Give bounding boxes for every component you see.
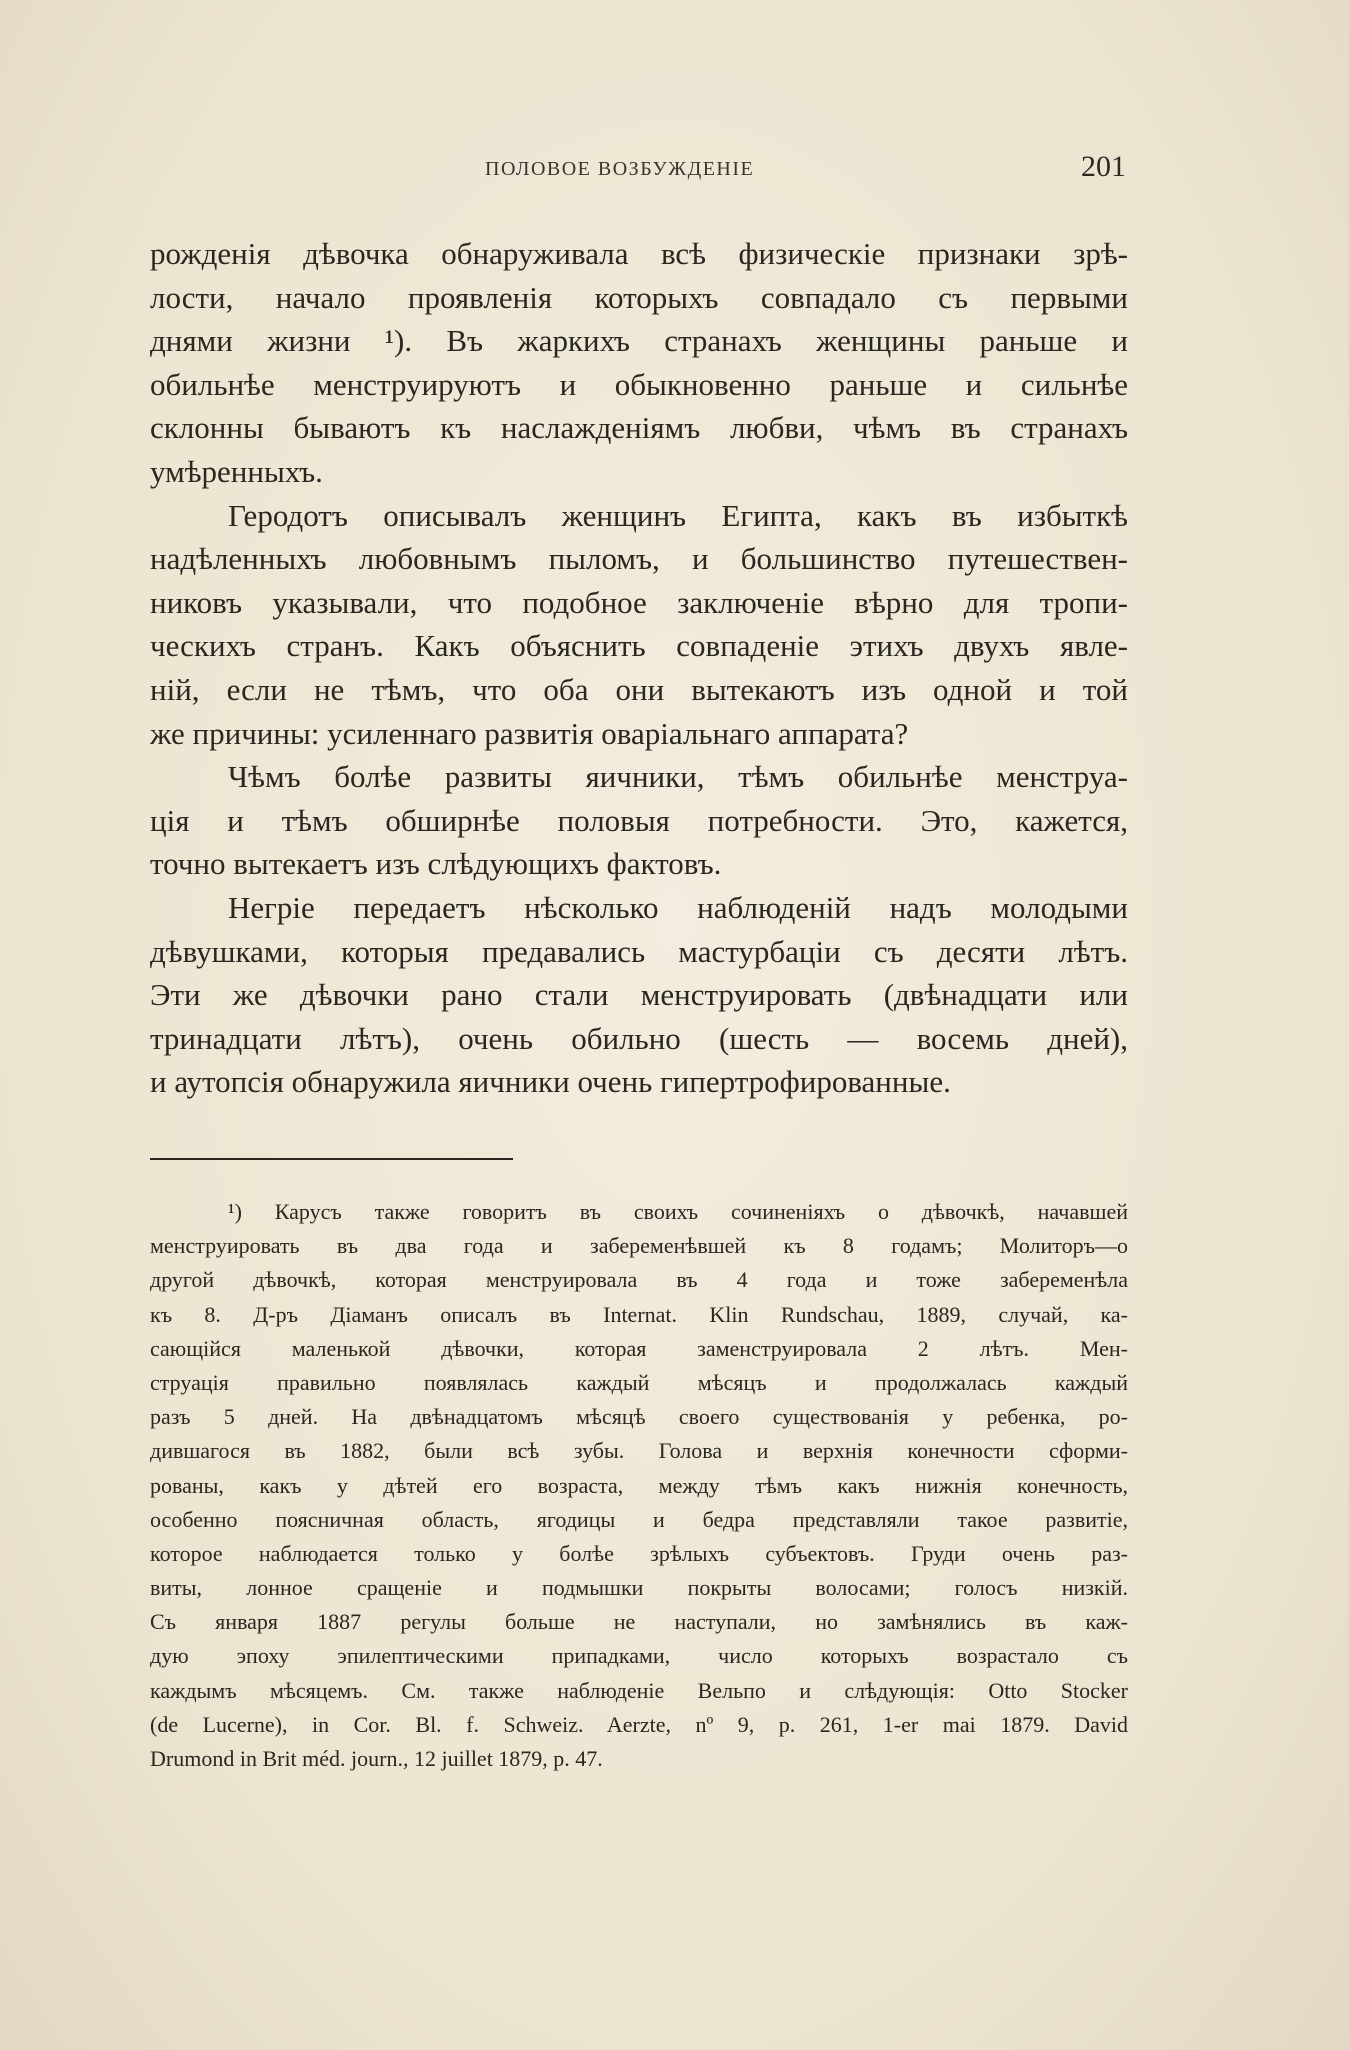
- footnote-line: особенно поясничная область, ягодицы и бедра представляли такое развитіе,: [150, 1506, 1128, 1532]
- body-line: ція и тѣмъ обширнѣе половыя потребности. Это, кажется,: [150, 802, 1128, 838]
- footnote-line: каждымъ мѣсяцемъ. См. также наблюденіе Вельпо и слѣдующія: Otto Stocker: [150, 1677, 1128, 1703]
- footnote-line: струація правильно появлялась каждый мѣсяцъ и продолжалась каждый: [150, 1369, 1128, 1395]
- body-line: тринадцати лѣтъ), очень обильно (шесть — восемь дней),: [150, 1020, 1128, 1056]
- footnote-line: сающійся маленькой дѣвочки, которая заменструировала 2 лѣтъ. Мен-: [150, 1335, 1128, 1361]
- body-line: надѣленныхъ любовнымъ пыломъ, и большинство путешествен-: [150, 541, 1128, 577]
- page-number: 201: [1081, 150, 1126, 183]
- footnote-line: Съ января 1887 регулы больше не наступали, но замѣнялись въ каж-: [150, 1609, 1128, 1635]
- footnote-line: рованы, какъ у дѣтей его возраста, между тѣмъ какъ нижнія конечность,: [150, 1472, 1128, 1498]
- body-line: лости, начало проявленія которыхъ совпадало съ первыми: [150, 279, 1128, 315]
- running-head: [150, 150, 1128, 190]
- footnote-line: Drumond in Brit méd. journ., 12 juillet 1879, p. 47.: [150, 1746, 603, 1771]
- footnote-line: (de Lucerne), in Cor. Bl. f. Schweiz. Aerzte, nº 9, p. 261, 1-er mai 1879. David: [150, 1711, 1128, 1737]
- footnote-divider: [150, 1158, 513, 1160]
- body-line: же причины: усиленнаго развитія оваріальнаго аппарата?: [150, 715, 909, 751]
- body-line: Эти же дѣвочки рано стали менструировать (двѣнадцати или: [150, 977, 1128, 1013]
- body-line: умѣренныхъ.: [150, 453, 323, 489]
- body-line: дѣвушками, которыя предавались мастурбаціи съ десяти лѣтъ.: [150, 933, 1128, 969]
- body-line: ческихъ странъ. Какъ объяснить совпаденіе этихъ двухъ явле-: [150, 628, 1128, 664]
- body-line: рожденія дѣвочка обнаруживала всѣ физическіе признаки зрѣ-: [150, 236, 1128, 271]
- body-line: Негріе передаетъ нѣсколько наблюденій надъ молодыми: [228, 889, 1128, 925]
- body-line: обильнѣе менструируютъ и обыкновенно раньше и сильнѣе: [150, 366, 1128, 402]
- footnote-line: дившагося въ 1882, были всѣ зубы. Голова и верхнія конечности сформи-: [150, 1438, 1128, 1464]
- footnote-line: менструировать въ два года и забеременѣвшей къ 8 годамъ; Молиторъ—о: [150, 1233, 1128, 1259]
- body-line: никовъ указывали, что подобное заключеніе вѣрно для тропи-: [150, 584, 1128, 620]
- body-line: днями жизни ¹). Въ жаркихъ странахъ женщины раньше и: [150, 323, 1128, 359]
- footnote-line: ¹) Карусъ также говоритъ въ своихъ сочиненіяхъ о дѣвочкѣ, начавшей: [228, 1199, 1128, 1224]
- body-line: точно вытекаетъ изъ слѣдующихъ фактовъ.: [150, 846, 722, 882]
- body-line: склонны бываютъ къ наслажденіямъ любви, чѣмъ въ странахъ: [150, 410, 1128, 446]
- running-title: ПОЛОВОЕ ВОЗБУЖДЕНІЕ: [485, 158, 755, 180]
- footnote-line: къ 8. Д-ръ Діаманъ описалъ въ Internat. Klin Rundschau, 1889, случай, ка-: [150, 1301, 1128, 1327]
- footnote-line: виты, лонное сращеніе и подмышки покрыты волосами; голосъ низкій.: [150, 1575, 1128, 1601]
- body-line: Чѣмъ болѣе развиты яичники, тѣмъ обильнѣе менструа-: [228, 759, 1128, 795]
- body-line: ній, если не тѣмъ, что оба они вытекаютъ изъ одной и той: [150, 671, 1128, 707]
- footnotes: [150, 1195, 1128, 1776]
- footnote-line: другой дѣвочкѣ, которая менструировала въ 4 года и тоже забеременѣла: [150, 1267, 1128, 1293]
- footnote-line: дую эпоху эпилептическими припадками, число которыхъ возрастало съ: [150, 1643, 1128, 1669]
- footnote-line: разъ 5 дней. На двѣнадцатомъ мѣсяцѣ своего существованія у ребенка, ро-: [150, 1404, 1128, 1430]
- body-line: Геродотъ описывалъ женщинъ Египта, какъ въ избыткѣ: [228, 497, 1128, 533]
- main-text: [150, 232, 1128, 1104]
- footnote-line: которое наблюдается только у болѣе зрѣлыхъ субъектовъ. Груди очень раз-: [150, 1540, 1128, 1566]
- body-line: и аутопсія обнаружила яичники очень гипертрофированные.: [150, 1064, 951, 1100]
